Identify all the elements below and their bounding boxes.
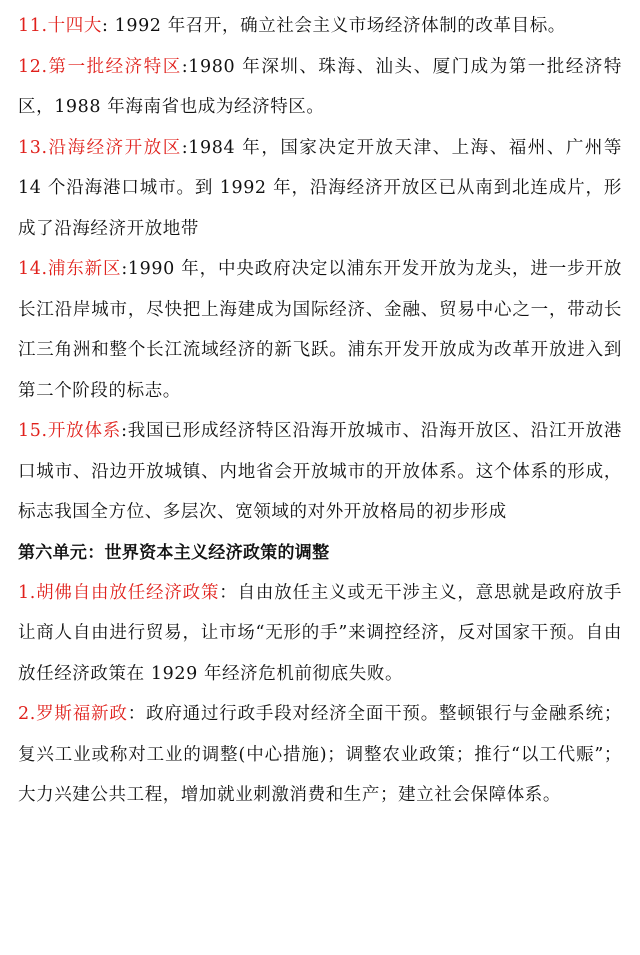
entry-unit6-1-text: 自由放任主义或无干涉主义，意思就是政府放手让商人自由进行贸易，让市场“无形的手”来调控经济，反对国家干预。自由放任经济政策在 1929 年经济危机前彻底失败。 — [18, 582, 622, 684]
entry-15-term: 15.开放体系 — [18, 421, 122, 441]
entry-11 — [18, 6, 622, 47]
entry-15-text: 我国已形成经济特区沿海开放城市、沿海开放区、沿江开放港口城市、沿边开放城镇、内地省会开放城市的开放体系。这个体系的形成，标志我国全方位、多层次、宽领域的对外开放格局的初步形成 — [18, 421, 622, 522]
entry-unit6-2-separator: ： — [127, 704, 147, 724]
entry-13-text: 1984 年，国家决定开放天津、上海、福州、广州等 14 个沿海港口城市。到 1992 年，沿海经济开放区已从南到北连成片，形成了沿海经济开放地带 — [18, 137, 622, 239]
entry-15-separator: : — [121, 421, 128, 441]
entry-13 — [18, 128, 622, 250]
entry-14-term: 14.浦东新区 — [18, 259, 122, 279]
entry-unit6-2 — [18, 694, 622, 816]
entry-unit6-1 — [18, 573, 622, 695]
entry-13-term: 13.沿海经济开放区 — [18, 137, 182, 158]
entry-12-term: 12.第一批经济特区 — [18, 56, 182, 77]
entry-unit6-2-term: 2.罗斯福新政 — [18, 704, 128, 724]
entry-14-separator: : — [121, 259, 128, 279]
entry-14 — [18, 249, 622, 411]
entry-13-separator: : — [181, 137, 189, 158]
entry-15 — [18, 411, 622, 533]
entry-unit6-1-term: 1.胡佛自由放任经济政策 — [18, 582, 220, 603]
entry-14-text: 1990 年，中央政府决定以浦东开发开放为龙头，进一步开放长江沿岸城市，尽快把上海建成为国际经济、金融、贸易中心之一，带动长江三角洲和整个长江流域经济的新飞跃。浦东开发开放成为改革开放进入到第二个阶段的标志。 — [18, 259, 622, 401]
entry-unit6-2-text: 政府通过行政手段对经济全面干预。整顿银行与金融系统；复兴工业或称对工业的调整(中心措施)；调整农业政策；推行“以工代赈”；大力兴建公共工程，增加就业刺激消费和生产；建立社会保障体系。 — [18, 704, 622, 805]
entry-11-term: 11.十四大 — [18, 16, 102, 36]
entry-12-separator: : — [181, 56, 189, 77]
entry-11-separator: : — [101, 16, 109, 36]
section-title: 第六单元：世界资本主义经济政策的调整 — [18, 542, 330, 563]
entry-11-text: 1992 年召开，确立社会主义市场经济体制的改革目标。 — [108, 16, 566, 36]
entry-12 — [18, 47, 622, 128]
entry-12-text: 1980 年深圳、珠海、汕头、厦门成为第一批经济特区，1988 年海南省也成为经济特区。 — [18, 56, 622, 117]
entry-unit6-1-separator: ： — [219, 582, 238, 603]
